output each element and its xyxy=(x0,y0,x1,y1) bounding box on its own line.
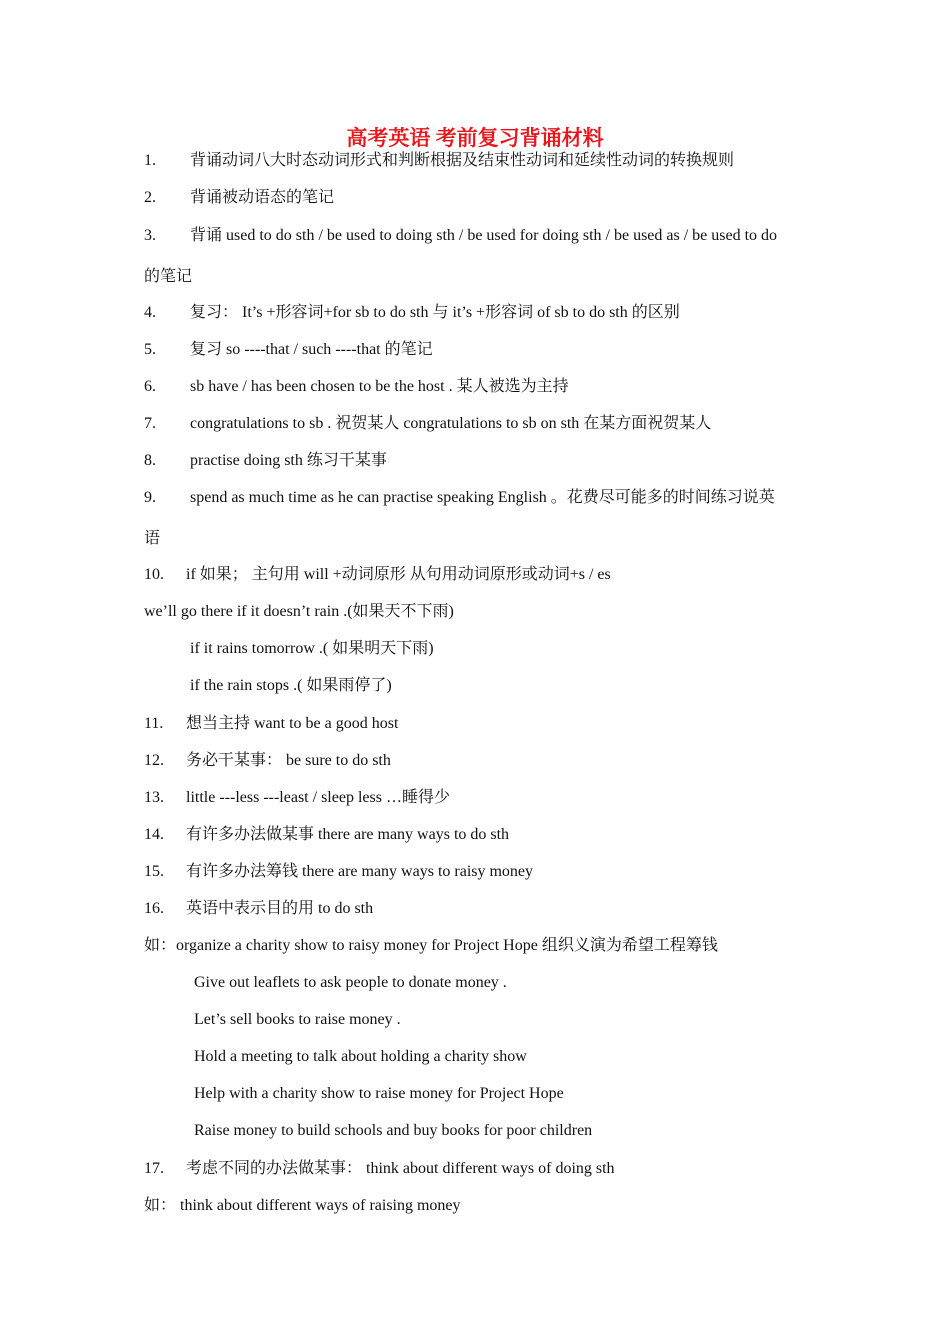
item-text: 背诵 used to do sth / be used to doing sth / be used for doing sth / be used as / be used to do xyxy=(190,227,778,244)
item-text: 背诵动词八大时态动词形式和判断根据及结束性动词和延续性动词的转换规则 xyxy=(190,152,735,169)
item-number: 1. xyxy=(144,152,156,169)
list-item xyxy=(144,899,373,919)
list-item-continuation xyxy=(144,529,160,549)
item-text: Raise money to build schools and buy books for poor children xyxy=(194,1122,593,1139)
item-text: 务必干某事： be sure to do sth xyxy=(186,752,391,769)
item-text: 复习 so ----that / such ----that 的笔记 xyxy=(190,341,433,358)
item-text: 复习： It’s +形容词+for sb to do sth 与 it’s +形容词 of sb to do sth 的区别 xyxy=(190,304,680,321)
item-text: 有许多办法做某事 there are many ways to do sth xyxy=(186,826,510,843)
example-line xyxy=(144,602,454,622)
list-item xyxy=(144,714,398,734)
item-text: we’ll go there if it doesn’t rain .(如果天不下雨) xyxy=(144,603,454,620)
item-text: 英语中表示目的用 to do sth xyxy=(186,900,374,917)
list-item xyxy=(144,414,711,434)
item-number: 5. xyxy=(144,341,156,358)
item-text: 考虑不同的办法做某事： think about different ways of doing sth xyxy=(186,1160,615,1177)
item-number: 6. xyxy=(144,378,156,395)
example-line xyxy=(144,1121,592,1141)
list-item xyxy=(144,751,391,771)
list-item xyxy=(144,340,433,360)
item-text: little ---less ---least / sleep less …睡得少 xyxy=(186,789,450,806)
item-number: 14. xyxy=(144,826,164,843)
example-line xyxy=(144,973,507,993)
item-number: 10. xyxy=(144,566,164,583)
item-number: 3. xyxy=(144,227,156,244)
list-item xyxy=(144,825,509,845)
item-number: 11. xyxy=(144,715,164,732)
list-item xyxy=(144,488,775,508)
item-number: 17. xyxy=(144,1160,164,1177)
item-text: 背诵被动语态的笔记 xyxy=(190,189,335,206)
item-number: 7. xyxy=(144,415,156,432)
item-text: congratulations to sb . 祝贺某人 congratulations to sb on sth 在某方面祝贺某人 xyxy=(190,415,712,432)
example-line xyxy=(144,1047,527,1067)
list-item xyxy=(144,862,533,882)
item-number: 4. xyxy=(144,304,156,321)
example-line xyxy=(144,936,718,956)
item-text: sb have / has been chosen to be the host . 某人被选为主持 xyxy=(190,378,569,395)
item-text: 语 xyxy=(144,530,161,547)
item-text: Let’s sell books to raise money . xyxy=(194,1011,401,1028)
item-text: 如：organize a charity show to raisy money for Project Hope 组织义演为希望工程筹钱 xyxy=(144,937,718,954)
document-title: 高考英语 考前复习背诵材料 xyxy=(346,126,604,150)
list-item xyxy=(144,377,569,397)
list-item xyxy=(144,1159,615,1179)
item-number: 9. xyxy=(144,489,156,506)
item-text: if 如果； 主句用 will +动词原形 从句用动词原形或动词+s / es xyxy=(186,566,611,583)
item-number: 12. xyxy=(144,752,164,769)
item-text: 如： think about different ways of raising money xyxy=(144,1197,461,1214)
list-item xyxy=(144,226,777,246)
item-text: Help with a charity show to raise money for Project Hope xyxy=(194,1085,564,1102)
list-item xyxy=(144,303,680,323)
item-text: practise doing sth 练习干某事 xyxy=(190,452,387,469)
item-text: 有许多办法筹钱 there are many ways to raisy money xyxy=(186,863,534,880)
item-number: 16. xyxy=(144,900,164,917)
item-number: 15. xyxy=(144,863,164,880)
item-text: spend as much time as he can practise speaking English 。花费尽可能多的时间练习说英 xyxy=(190,489,775,506)
item-number: 8. xyxy=(144,452,156,469)
item-text: 想当主持 want to be a good host xyxy=(186,715,399,732)
item-text: if the rain stops .( 如果雨停了) xyxy=(190,677,392,694)
item-number: 2. xyxy=(144,189,156,206)
item-text: Hold a meeting to talk about holding a charity show xyxy=(194,1048,527,1065)
list-item xyxy=(144,565,611,585)
item-text: if it rains tomorrow .( 如果明天下雨) xyxy=(190,640,434,657)
item-text: 的笔记 xyxy=(144,268,193,285)
list-item-continuation xyxy=(144,267,192,287)
example-line xyxy=(144,639,434,659)
example-line xyxy=(144,676,392,696)
example-line xyxy=(144,1196,461,1216)
item-number: 13. xyxy=(144,789,164,806)
example-line xyxy=(144,1010,401,1030)
list-item xyxy=(144,451,387,471)
list-item xyxy=(144,188,334,208)
list-item xyxy=(144,151,734,171)
item-text: Give out leaflets to ask people to donate money . xyxy=(194,974,507,991)
example-line xyxy=(144,1084,564,1104)
list-item xyxy=(144,788,450,808)
